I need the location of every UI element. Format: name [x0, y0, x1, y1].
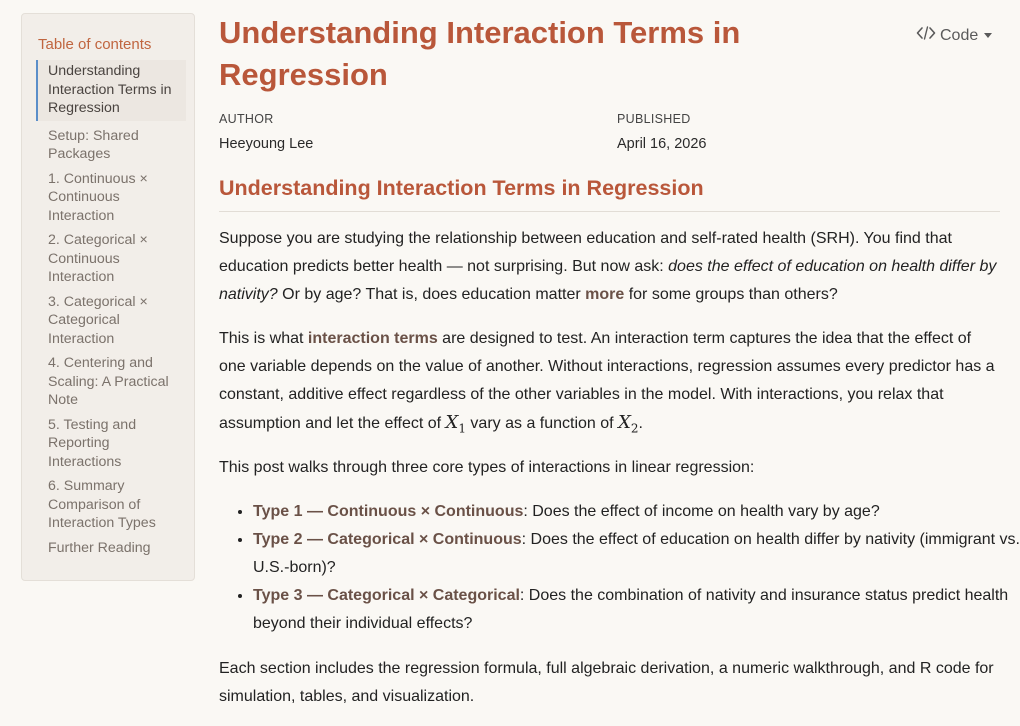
list-item — [253, 526, 1020, 582]
toc-title: Table of contents — [38, 36, 152, 53]
intro-paragraph — [219, 225, 1001, 309]
interaction-terms-paragraph — [219, 325, 1001, 443]
summary-paragraph: Each section includes the regression formula, full algebraic derivation, a numeric walkthrough, and R code for simulation, tables, and visualization. — [219, 660, 994, 705]
toc-item-understanding[interactable]: Understanding Interaction Terms in Regression — [36, 60, 186, 121]
p2-text-d: . — [638, 415, 643, 432]
toc-item-categorical-continuous[interactable]: 2. Categorical × Continuous Interaction — [48, 232, 148, 285]
published-label: PUBLISHED — [617, 112, 691, 126]
list-item — [253, 582, 1020, 638]
p1-emphasis: does the effect of education on health differ by nativity? — [219, 258, 997, 303]
toc-item-continuous-continuous[interactable]: 1. Continuous × Continuous Interaction — [48, 170, 148, 224]
list-item — [253, 498, 1020, 526]
type-3-text: : Does the combination of nativity and insurance status predict health beyond their individual effects? — [253, 587, 1009, 632]
toc-item-testing-reporting[interactable]: 5. Testing and Reporting Interactions — [48, 416, 137, 470]
author-label: AUTHOR — [219, 112, 274, 126]
code-icon — [916, 25, 936, 46]
author-name: Heeyoung Lee — [219, 136, 314, 152]
math-x2: $X_2$ — [618, 412, 639, 436]
section-heading: Understanding Interaction Terms in Regression — [219, 176, 1000, 212]
table-of-contents — [21, 13, 195, 581]
toc-item-centering-scaling[interactable]: 4. Centering and Scaling: A Practical Note — [48, 355, 169, 408]
p1-text-c: for some groups than others? — [624, 286, 838, 303]
p2-text-b: are designed to test. An interaction term captures the idea that the effect of one variable depends on the value of another. Without interactions, regression assumes every predictor has a constant, additive effect regardless of the other variables in the model. With interactions, you relax that assumption and let the effect of — [219, 330, 995, 432]
walkthrough-paragraph: This post walks through three core types of interactions in linear regression: — [219, 459, 755, 476]
toc-list — [36, 60, 186, 557]
page-title: Understanding Interaction Terms in Regression — [219, 15, 741, 92]
code-dropdown-button[interactable] — [916, 25, 992, 46]
math-x1: $X_1$ — [445, 412, 466, 436]
published-date: April 16, 2026 — [617, 136, 707, 152]
chevron-down-icon — [984, 33, 992, 38]
type-2-label: Type 2 — Categorical × Continuous — [253, 531, 522, 548]
p1-strong: more — [585, 286, 625, 303]
p2-text-a: This is what — [219, 330, 308, 347]
p1-text-b: Or by age? That is, does education matter — [277, 286, 586, 303]
interaction-types-list — [219, 498, 1020, 638]
type-1-text: : Does the effect of income on health vary by age? — [523, 503, 880, 520]
type-2-text: : Does the effect of education on health differ by nativity (immigrant vs. U.S.-born)? — [253, 531, 1020, 576]
p2-strong: interaction terms — [307, 330, 438, 347]
type-3-label: Type 3 — Categorical × Categorical — [253, 587, 520, 604]
code-button-label: Code — [940, 26, 979, 44]
toc-item-further-reading[interactable]: Further Reading — [48, 539, 151, 556]
toc-item-setup[interactable]: Setup: Shared Packages — [48, 127, 139, 162]
toc-item-summary-comparison[interactable]: 6. Summary Comparison of Interaction Types — [48, 478, 156, 531]
toc-item-categorical-categorical[interactable]: 3. Categorical × Categorical Interaction — [48, 293, 148, 347]
type-1-label: Type 1 — Continuous × Continuous — [253, 503, 524, 520]
p2-text-c: vary as a function of — [465, 415, 619, 432]
p1-text-a: Suppose you are studying the relationship between education and self-rated health (SRH). You find that education predicts better health — not surprising. But now ask: — [219, 230, 952, 275]
